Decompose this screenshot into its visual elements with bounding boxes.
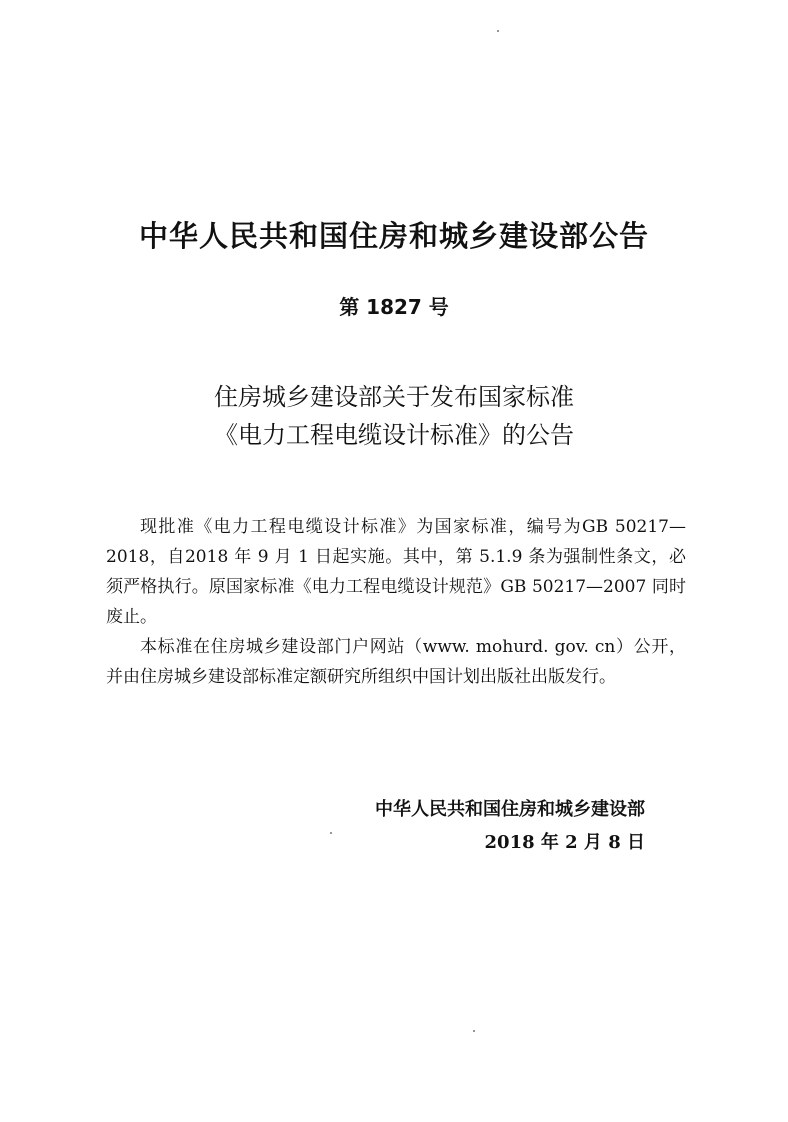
body-paragraph-1: 现批准《电力工程电缆设计标准》为国家标准，编号为GB 50217—2018，自2018 年 9 月 1 日起实施。其中，第 5.1.9 条为强制性条文，必须严格执行。原国家标准《电力工程电缆设计规范》GB 50217—2007 同时废止。: [106, 517, 686, 627]
notice-subtitle-line2: 《电力工程电缆设计标准》的公告: [214, 421, 574, 449]
scan-speck: [497, 30, 499, 32]
notice-body: [106, 512, 686, 692]
signature-organization: 中华人民共和国住房和城乡建设部: [375, 799, 645, 820]
notice-subtitle-line1: 住房城乡建设部关于发布国家标准: [214, 383, 574, 411]
scan-speck: [473, 1030, 475, 1032]
notice-number: 第 1827 号: [339, 295, 449, 319]
notice-heading: 中华人民共和国住房和城乡建设部公告: [138, 219, 649, 253]
signature-date: 2018 年 2 月 8 日: [484, 832, 645, 853]
body-paragraph-2: 本标准在住房城乡建设部门户网站（www. mohurd. gov. cn）公开，并由住房城乡建设部标准定额研究所组织中国计划出版社出版发行。: [106, 637, 686, 687]
